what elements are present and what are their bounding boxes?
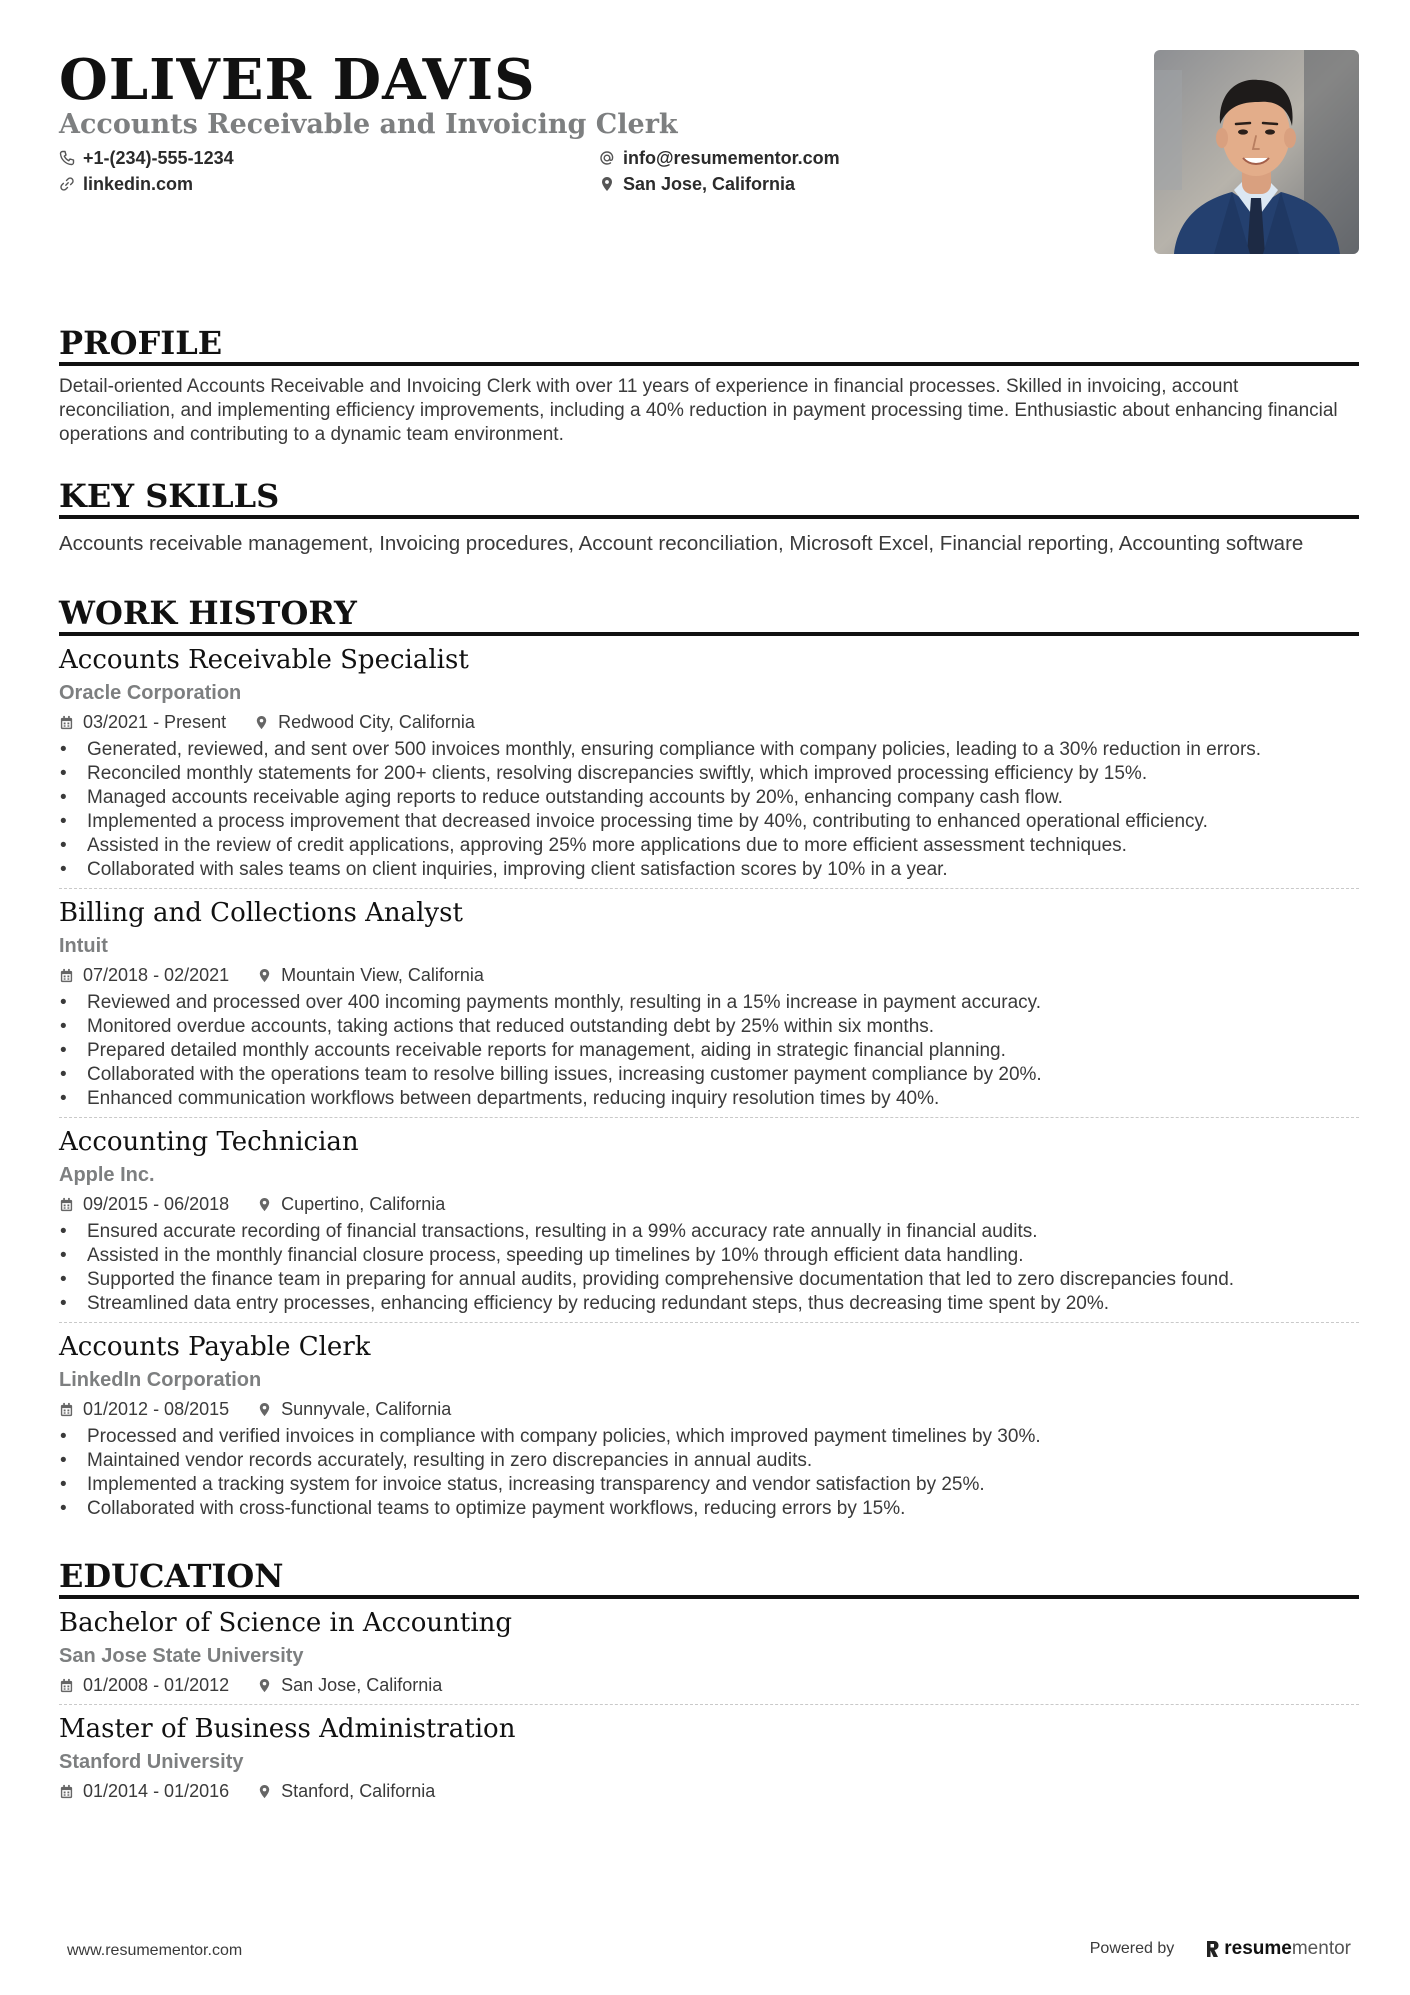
job-entry (59, 644, 1359, 889)
job-bullet: • Enhanced communication workflows between departments, reducing inquiry resolution times by 40%. (59, 1087, 1359, 1111)
job-bullet: • Reconciled monthly statements for 200+ clients, resolving discrepancies swiftly, which improved processing efficiency by 15%. (59, 762, 1359, 786)
job-dates: 09/2015 - 06/2018 (83, 1194, 230, 1214)
job-company: Intuit (59, 935, 108, 957)
job-location: Redwood City, California (278, 712, 475, 732)
contact-linkedin[interactable] (59, 174, 599, 194)
map-pin-icon (257, 1784, 272, 1799)
job-location: Sunnyvale, California (281, 1399, 452, 1419)
job-meta (59, 1193, 1359, 1215)
job-location-wrap (257, 1398, 451, 1420)
contact-location (599, 174, 879, 194)
job-bullet: • Monitored overdue accounts, taking actions that reduced outstanding debt by 25% within six months. (59, 1015, 1359, 1039)
job-dates: 01/2012 - 08/2015 (83, 1399, 230, 1419)
job-meta (59, 964, 1359, 986)
portrait-illustration (1154, 50, 1359, 254)
job-location: Mountain View, California (281, 965, 484, 985)
education-location: San Jose, California (281, 1675, 443, 1695)
contact-email[interactable] (599, 148, 879, 168)
job-list (59, 644, 1359, 1527)
contact-block (59, 148, 879, 194)
job-title: Billing and Collections Analyst (59, 898, 463, 928)
map-pin-icon (257, 968, 272, 983)
profile-photo (1154, 50, 1359, 254)
job-bullet: • Managed accounts receivable aging reports to reduce outstanding accounts by 20%, enhancing company cash flow. (59, 786, 1359, 810)
job-entry (59, 897, 1359, 1118)
job-bullet: • Assisted in the monthly financial closure process, speeding up timelines by 10% through efficient data handling. (59, 1244, 1359, 1268)
education-entry (59, 1713, 1359, 1810)
skills-section (59, 477, 1359, 557)
location-text: San Jose, California (623, 174, 796, 194)
job-bullet: • Implemented a tracking system for invoice status, increasing transparency and vendor satisfaction by 25%. (59, 1473, 1359, 1497)
job-location: Cupertino, California (281, 1194, 446, 1214)
education-dates: 01/2008 - 01/2012 (83, 1675, 230, 1695)
education-meta (59, 1674, 1359, 1696)
school-name: San Jose State University (59, 1645, 304, 1667)
phone-text: +1-(234)-555-1234 (83, 148, 234, 168)
degree-title: Master of Business Administration (59, 1714, 516, 1744)
candidate-name: OLIVER DAVIS (59, 47, 536, 113)
footer-branding (1090, 1938, 1351, 1960)
job-bullet: • Generated, reviewed, and sent over 500 invoices monthly, ensuring compliance with company policies, leading to a 30% reduction in errors. (59, 738, 1359, 762)
education-location: Stanford, California (281, 1781, 436, 1801)
job-company: Apple Inc. (59, 1164, 155, 1186)
job-dates: 07/2018 - 02/2021 (83, 965, 230, 985)
job-bullet: • Collaborated with cross-functional teams to optimize payment workflows, reducing errors by 15%. (59, 1497, 1359, 1521)
section-heading-education: EDUCATION (59, 1557, 1359, 1599)
school-name: Stanford University (59, 1751, 244, 1773)
map-pin-icon (257, 1402, 272, 1417)
section-heading-skills: KEY SKILLS (59, 477, 1359, 519)
section-heading-work: WORK HISTORY (59, 594, 1359, 636)
job-bullets (59, 1220, 1359, 1316)
job-title: Accounts Receivable Specialist (59, 645, 469, 675)
email-text: info@resumementor.com (623, 148, 840, 168)
job-bullet: • Maintained vendor records accurately, resulting in zero discrepancies in annual audits. (59, 1449, 1359, 1473)
job-bullet: • Processed and verified invoices in compliance with company policies, which improved payment timelines by 30%. (59, 1425, 1359, 1449)
job-dates: 03/2021 - Present (83, 712, 227, 732)
powered-by-label: Powered by (1089, 1940, 1175, 1957)
calendar-icon (59, 1197, 74, 1212)
calendar-icon (59, 1402, 74, 1417)
brand-name-bold: resume (1224, 1938, 1292, 1959)
linkedin-text: linkedin.com (83, 174, 194, 194)
job-title: Accounts Payable Clerk (59, 1332, 371, 1362)
job-bullet: • Reviewed and processed over 400 incoming payments monthly, resulting in a 15% increase in payment accuracy. (59, 991, 1359, 1015)
skills-text: Accounts receivable management, Invoicing procedures, Account reconciliation, Microsoft Excel, Financial reporting, Accounting software (59, 532, 1304, 555)
degree-title: Bachelor of Science in Accounting (59, 1608, 513, 1638)
job-bullets (59, 738, 1359, 882)
map-pin-icon (599, 176, 615, 192)
job-entry (59, 1126, 1359, 1323)
calendar-icon (59, 715, 74, 730)
job-entry (59, 1331, 1359, 1527)
brand-name-light: mentor (1291, 1938, 1351, 1959)
job-bullet: • Supported the finance team in preparing for annual audits, providing comprehensive documentation that led to zero discrepancies found. (59, 1268, 1359, 1292)
job-bullet: • Prepared detailed monthly accounts receivable reports for management, aiding in strategic financial planning. (59, 1039, 1359, 1063)
job-title: Accounting Technician (59, 1127, 359, 1157)
job-bullet: • Ensured accurate recording of financial transactions, resulting in a 99% accuracy rate annually in financial audits. (59, 1220, 1359, 1244)
education-location-wrap (257, 1780, 435, 1802)
education-entry (59, 1607, 1359, 1705)
brand-logo[interactable] (1204, 1938, 1351, 1960)
job-bullet: • Assisted in the review of credit applications, approving 25% more applications due to more efficient assessment techniques. (59, 834, 1359, 858)
job-meta (59, 711, 1359, 733)
job-bullet: • Collaborated with the operations team to resolve billing issues, increasing customer payment compliance by 20%. (59, 1063, 1359, 1087)
job-location-wrap (257, 964, 484, 986)
job-company: LinkedIn Corporation (59, 1369, 262, 1391)
job-bullet: • Implemented a process improvement that decreased invoice processing time by 40%, contributing to enhanced operational efficiency. (59, 810, 1359, 834)
education-location-wrap (257, 1674, 442, 1696)
education-dates: 01/2014 - 01/2016 (83, 1781, 230, 1801)
profile-section (59, 324, 1359, 447)
education-list (59, 1607, 1359, 1810)
education-meta (59, 1780, 1359, 1802)
work-history-section (59, 594, 1359, 1527)
job-bullets (59, 991, 1359, 1111)
education-section (59, 1557, 1359, 1810)
resume-header (59, 48, 1359, 258)
phone-icon (59, 150, 75, 166)
section-heading-profile: PROFILE (59, 324, 1359, 366)
contact-phone[interactable] (59, 148, 599, 168)
profile-text: Detail-oriented Accounts Receivable and Invoicing Clerk with over 11 years of experience in financial processes. Skilled in invoicing, account reconciliation, and implementing efficiency improvements, including a 40% reduction in payment processing time. Enthusiastic about enhancing financial operations and contributing to a dynamic team environment. (59, 376, 1338, 445)
job-location-wrap (257, 1193, 445, 1215)
calendar-icon (59, 1784, 74, 1799)
footer-website[interactable]: www.resumementor.com (67, 1942, 243, 1959)
brand-mark-icon (1204, 1939, 1220, 1959)
map-pin-icon (257, 1197, 272, 1212)
job-company: Oracle Corporation (59, 682, 242, 704)
at-icon (599, 150, 615, 166)
map-pin-icon (257, 1678, 272, 1693)
calendar-icon (59, 1678, 74, 1693)
link-icon (59, 176, 75, 192)
resume-page (59, 48, 1359, 1810)
job-bullet: • Collaborated with sales teams on client inquiries, improving client satisfaction scores by 10% in a year. (59, 858, 1359, 882)
candidate-title: Accounts Receivable and Invoicing Clerk (59, 109, 678, 140)
job-location-wrap (254, 711, 475, 733)
job-bullets (59, 1425, 1359, 1521)
map-pin-icon (254, 715, 269, 730)
job-meta (59, 1398, 1359, 1420)
job-bullet: • Streamlined data entry processes, enhancing efficiency by reducing redundant steps, thus decreasing time spent by 20%. (59, 1292, 1359, 1316)
calendar-icon (59, 968, 74, 983)
